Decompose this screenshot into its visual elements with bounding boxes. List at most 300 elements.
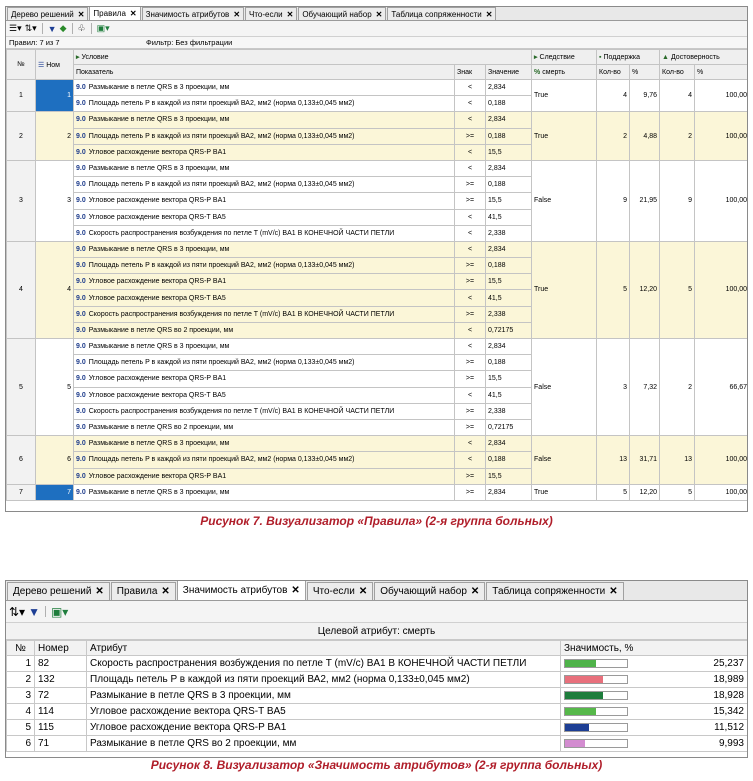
version-tag: 9.0 bbox=[76, 488, 86, 496]
tab-0[interactable] bbox=[7, 7, 88, 20]
rule-number[interactable]: 6 bbox=[36, 436, 74, 485]
condition-text: Площадь петель P в каждой из пяти проекций ВА2, мм2 (норма 0,133±0,045 мм2) bbox=[88, 132, 355, 140]
version-tag: 9.0 bbox=[76, 310, 86, 318]
tab-label: Значимость атрибутов bbox=[145, 9, 230, 19]
confidence-count: 2 bbox=[660, 339, 695, 436]
version-tag: 9.0 bbox=[76, 472, 86, 480]
significance-value: 9,993 bbox=[718, 738, 744, 749]
condition-cell bbox=[74, 274, 455, 290]
significance-value: 11,512 bbox=[714, 722, 744, 733]
condition-cell bbox=[74, 193, 455, 209]
condition-cell bbox=[74, 290, 455, 306]
confidence-pct: 100,00 bbox=[695, 484, 748, 500]
support-pct: 7,32 bbox=[630, 339, 660, 436]
condition-text: Площадь петель P в каждой из пяти проекций ВА2, мм2 (норма 0,133±0,045 мм2) bbox=[88, 100, 355, 108]
tab-label: Таблица сопряженности bbox=[391, 9, 482, 19]
toolbar bbox=[6, 601, 747, 623]
condition-text: Угловое расхождение вектора QRS-P BA1 bbox=[88, 197, 227, 205]
significance-bar-fill bbox=[565, 692, 603, 699]
table-row[interactable] bbox=[7, 241, 749, 257]
significance-window bbox=[5, 580, 748, 758]
significance-bar bbox=[564, 675, 628, 684]
condition-sign: >= bbox=[455, 419, 486, 435]
condition-text: Угловое расхождение вектора QRS-P BA1 bbox=[88, 278, 227, 286]
condition-sign: >= bbox=[455, 258, 486, 274]
table-row[interactable] bbox=[7, 704, 748, 720]
condition-sign: >= bbox=[455, 468, 486, 484]
table-row[interactable] bbox=[7, 112, 749, 128]
condition-cell bbox=[74, 112, 455, 128]
support-pct: 21,95 bbox=[630, 160, 660, 241]
tab-1[interactable] bbox=[89, 6, 140, 20]
table-row[interactable] bbox=[7, 80, 749, 96]
condition-sign: >= bbox=[455, 193, 486, 209]
condition-cell bbox=[74, 225, 455, 241]
condition-value: 0,72175 bbox=[486, 322, 532, 338]
close-icon[interactable]: ✕ bbox=[358, 586, 368, 597]
rules-window bbox=[5, 6, 748, 512]
significance-body bbox=[7, 656, 748, 752]
death-icon: % bbox=[534, 68, 541, 76]
support-pct: 12,20 bbox=[630, 241, 660, 338]
condition-value: 0,188 bbox=[486, 355, 532, 371]
version-tag: 9.0 bbox=[76, 278, 86, 286]
attribute-number: 82 bbox=[35, 656, 87, 672]
significance-table bbox=[6, 640, 748, 752]
table-row[interactable] bbox=[7, 484, 749, 500]
condition-cell bbox=[74, 436, 455, 452]
export-icon[interactable]: ▣▾ bbox=[50, 604, 69, 619]
figure-caption-8: Рисунок 8. Визуализатор «Значимость атрибутов» (2-я группа больных) bbox=[150, 758, 603, 772]
col-sign[interactable]: Знак bbox=[455, 65, 486, 80]
significance-cell bbox=[561, 656, 748, 672]
col-support-pct[interactable]: % bbox=[630, 65, 660, 80]
significance-cell bbox=[561, 736, 748, 752]
condition-cell bbox=[74, 80, 455, 96]
rule-result: False bbox=[532, 436, 597, 485]
condition-sign: < bbox=[455, 322, 486, 338]
condition-value: 15,5 bbox=[486, 274, 532, 290]
condition-cell bbox=[74, 339, 455, 355]
tab-label: Правила bbox=[93, 9, 126, 18]
col-support-label: Поддержка bbox=[603, 53, 641, 61]
table-row[interactable] bbox=[7, 720, 748, 736]
tab-label: Правила bbox=[116, 586, 158, 597]
tab-bar bbox=[6, 581, 747, 601]
confidence-pct: 100,00 bbox=[695, 160, 748, 241]
row-index: 1 bbox=[7, 656, 35, 672]
support-count: 9 bbox=[597, 160, 630, 241]
version-tag: 9.0 bbox=[76, 262, 86, 270]
significance-cell bbox=[561, 688, 748, 704]
tab-3[interactable] bbox=[245, 7, 297, 20]
version-tag: 9.0 bbox=[76, 440, 86, 448]
tab-5[interactable] bbox=[486, 582, 623, 600]
close-icon[interactable]: ✕ bbox=[95, 586, 104, 597]
col-no-sort-label: Ном bbox=[46, 61, 60, 69]
close-icon[interactable]: ✕ bbox=[233, 9, 241, 19]
rule-result: False bbox=[532, 160, 597, 241]
condition-cell bbox=[74, 241, 455, 257]
col-value[interactable]: Значение bbox=[486, 65, 532, 80]
confidence-count: 4 bbox=[660, 80, 695, 112]
col-indicator[interactable]: Показатель bbox=[74, 65, 455, 80]
condition-sign: >= bbox=[455, 355, 486, 371]
version-tag: 9.0 bbox=[76, 165, 86, 173]
condition-text: Размыкание в петле QRS в 3 проекции, мм bbox=[88, 440, 230, 448]
rule-index: 5 bbox=[7, 339, 36, 436]
condition-cell bbox=[74, 209, 455, 225]
close-icon[interactable]: ✕ bbox=[129, 9, 137, 18]
support-pct: 9,76 bbox=[630, 80, 660, 112]
close-icon[interactable]: ✕ bbox=[485, 9, 493, 19]
version-tag: 9.0 bbox=[76, 326, 86, 334]
condition-cell bbox=[74, 258, 455, 274]
sort-icon[interactable]: ⇅▾ bbox=[24, 23, 37, 33]
support-pct: 4,88 bbox=[630, 112, 660, 161]
col-consequence[interactable] bbox=[532, 50, 597, 65]
rule-result: True bbox=[532, 484, 597, 500]
list-icon: ☰ bbox=[38, 61, 45, 69]
version-tag: 9.0 bbox=[76, 245, 86, 253]
attribute-number: 114 bbox=[35, 704, 87, 720]
tab-label: Обучающий набор bbox=[302, 9, 372, 19]
confidence-pct: 100,00 bbox=[695, 436, 748, 485]
condition-text: Скорость распространения возбуждения по петле T (mV/c) BA1 В КОНЕЧНОЙ ЧАСТИ ПЕТЛИ bbox=[88, 310, 395, 318]
attribute-number: 115 bbox=[35, 720, 87, 736]
export-icon[interactable]: ▣▾ bbox=[96, 23, 110, 33]
list-icon[interactable]: ☰▾ bbox=[9, 23, 22, 33]
significance-bar bbox=[564, 739, 628, 748]
row-index: 4 bbox=[7, 704, 35, 720]
condition-cell bbox=[74, 484, 455, 500]
significance-bar bbox=[564, 707, 628, 716]
col-confidence-count[interactable]: Кол-во bbox=[660, 65, 695, 80]
support-count: 5 bbox=[597, 241, 630, 338]
condition-sign: < bbox=[455, 436, 486, 452]
col-no[interactable]: № bbox=[7, 641, 35, 656]
toolbar-separator bbox=[72, 23, 73, 34]
attribute-name: Скорость распространения возбуждения по петле T (mV/c) BA1 В КОНЕЧНОЙ ЧАСТИ ПЕТЛИ bbox=[87, 656, 561, 672]
condition-value: 2,338 bbox=[486, 403, 532, 419]
rule-number[interactable]: 5 bbox=[36, 339, 74, 436]
col-attribute[interactable]: Атрибут bbox=[87, 641, 561, 656]
settings-icon[interactable]: ♧ bbox=[77, 23, 86, 33]
version-tag: 9.0 bbox=[76, 391, 86, 399]
col-no[interactable]: № bbox=[7, 50, 36, 80]
col-support-count[interactable]: Кол-во bbox=[597, 65, 630, 80]
tab-2[interactable] bbox=[177, 580, 306, 600]
col-consequence-label: Следствие bbox=[539, 54, 575, 61]
condition-text: Угловое расхождение вектора QRS-P BA1 bbox=[88, 148, 227, 156]
tab-label: Обучающий набор bbox=[380, 586, 467, 597]
rule-number[interactable]: 2 bbox=[36, 112, 74, 161]
version-tag: 9.0 bbox=[76, 181, 86, 189]
condition-cell bbox=[74, 371, 455, 387]
version-tag: 9.0 bbox=[76, 294, 86, 302]
rule-result: False bbox=[532, 339, 597, 436]
rule-index: 1 bbox=[7, 80, 36, 112]
row-index: 6 bbox=[7, 736, 35, 752]
condition-sign: < bbox=[455, 241, 486, 257]
col-death[interactable] bbox=[532, 65, 597, 80]
row-index: 3 bbox=[7, 688, 35, 704]
rules-count: Правил: 7 из 7 bbox=[9, 38, 60, 47]
condition-cell bbox=[74, 322, 455, 338]
condition-sign: < bbox=[455, 96, 486, 112]
col-no-sort[interactable] bbox=[36, 50, 74, 80]
condition-value: 0,188 bbox=[486, 452, 532, 468]
condition-sign: < bbox=[455, 80, 486, 96]
attribute-name: Площадь петель P в каждой из пяти проекций ВА2, мм2 (норма 0,133±0,045 мм2) bbox=[87, 672, 561, 688]
col-confidence-label: Достоверность bbox=[670, 53, 720, 61]
condition-cell bbox=[74, 96, 455, 112]
condition-sign: < bbox=[455, 339, 486, 355]
condition-text: Размыкание в петле QRS в 3 проекции, мм bbox=[88, 84, 230, 92]
condition-text: Угловое расхождение вектора QRS-T BA5 bbox=[88, 391, 226, 399]
condition-value: 2,834 bbox=[486, 484, 532, 500]
version-tag: 9.0 bbox=[76, 456, 86, 464]
tab-0[interactable] bbox=[7, 582, 110, 600]
toolbar-separator bbox=[42, 23, 43, 34]
row-index: 2 bbox=[7, 672, 35, 688]
rule-icon[interactable]: ◆ bbox=[59, 23, 67, 33]
rule-result: True bbox=[532, 80, 597, 112]
condition-value: 0,188 bbox=[486, 258, 532, 274]
close-icon[interactable]: ✕ bbox=[161, 586, 170, 597]
confidence-count: 5 bbox=[660, 484, 695, 500]
confidence-count: 2 bbox=[660, 112, 695, 161]
table-row[interactable] bbox=[7, 688, 748, 704]
support-count: 5 bbox=[597, 484, 630, 500]
close-icon[interactable]: ✕ bbox=[609, 586, 618, 597]
condition-sign: >= bbox=[455, 128, 486, 144]
table-row[interactable] bbox=[7, 736, 748, 752]
condition-sign: >= bbox=[455, 177, 486, 193]
status-bar bbox=[6, 37, 747, 49]
condition-sign: < bbox=[455, 112, 486, 128]
condition-sign: < bbox=[455, 452, 486, 468]
table-row[interactable] bbox=[7, 672, 748, 688]
sort-icon[interactable]: ⇅▾ bbox=[9, 604, 26, 619]
significance-value: 18,928 bbox=[713, 690, 744, 701]
row-index: 5 bbox=[7, 720, 35, 736]
rules-body bbox=[7, 80, 749, 501]
condition-cell bbox=[74, 177, 455, 193]
tab-bar bbox=[6, 7, 747, 21]
toolbar bbox=[6, 21, 747, 37]
table-row[interactable] bbox=[7, 656, 748, 672]
version-tag: 9.0 bbox=[76, 229, 86, 237]
condition-value: 2,834 bbox=[486, 80, 532, 96]
tab-label: Что-если bbox=[249, 9, 283, 19]
condition-value: 2,834 bbox=[486, 436, 532, 452]
significance-bar bbox=[564, 723, 628, 732]
significance-cell bbox=[561, 704, 748, 720]
rule-number[interactable]: 1 bbox=[36, 80, 74, 112]
support-count: 2 bbox=[597, 112, 630, 161]
col-number[interactable]: Номер bbox=[35, 641, 87, 656]
condition-text: Площадь петель P в каждой из пяти проекций ВА2, мм2 (норма 0,133±0,045 мм2) bbox=[88, 181, 355, 189]
tab-2[interactable] bbox=[142, 7, 244, 20]
tab-5[interactable] bbox=[387, 7, 496, 20]
rule-index: 7 bbox=[7, 484, 36, 500]
confidence-count: 13 bbox=[660, 436, 695, 485]
filter-status: Фильтр: Без фильтрации bbox=[146, 38, 233, 47]
version-tag: 9.0 bbox=[76, 424, 86, 432]
condition-sign: < bbox=[455, 387, 486, 403]
rule-index: 4 bbox=[7, 241, 36, 338]
close-icon[interactable]: ✕ bbox=[286, 9, 294, 19]
condition-sign: >= bbox=[455, 403, 486, 419]
version-tag: 9.0 bbox=[76, 213, 86, 221]
rule-index: 3 bbox=[7, 160, 36, 241]
version-tag: 9.0 bbox=[76, 343, 86, 351]
support-pct: 31,71 bbox=[630, 436, 660, 485]
close-icon[interactable]: ✕ bbox=[77, 9, 85, 19]
condition-text: Скорость распространения возбуждения по петле T (mV/c) BA1 В КОНЕЧНОЙ ЧАСТИ ПЕТЛИ bbox=[88, 407, 395, 415]
condition-sign: < bbox=[455, 160, 486, 176]
support-count: 3 bbox=[597, 339, 630, 436]
attribute-name: Угловое расхождение вектора QRS-T BA5 bbox=[87, 704, 561, 720]
condition-icon: ▸ bbox=[76, 54, 80, 61]
condition-cell bbox=[74, 144, 455, 160]
condition-value: 0,188 bbox=[486, 177, 532, 193]
table-row[interactable] bbox=[7, 160, 749, 176]
condition-sign: < bbox=[455, 209, 486, 225]
support-icon: ▪ bbox=[599, 53, 602, 61]
rule-number[interactable]: 3 bbox=[36, 160, 74, 241]
condition-text: Размыкание в петле QRS в 3 проекции, мм bbox=[88, 488, 230, 496]
confidence-icon: ▲ bbox=[662, 53, 669, 61]
toolbar-separator bbox=[91, 23, 92, 34]
condition-cell bbox=[74, 128, 455, 144]
tab-1[interactable] bbox=[111, 582, 176, 600]
condition-value: 41,5 bbox=[486, 387, 532, 403]
tab-label: Что-если bbox=[312, 586, 355, 597]
attribute-name: Угловое расхождение вектора QRS-P BA1 bbox=[87, 720, 561, 736]
confidence-pct: 100,00 bbox=[695, 241, 748, 338]
support-pct: 12,20 bbox=[630, 484, 660, 500]
tab-3[interactable] bbox=[307, 582, 373, 600]
attribute-number: 132 bbox=[35, 672, 87, 688]
significance-value: 15,342 bbox=[713, 706, 744, 717]
consequence-icon: ▸ bbox=[534, 54, 538, 61]
condition-value: 2,834 bbox=[486, 160, 532, 176]
condition-value: 41,5 bbox=[486, 290, 532, 306]
condition-sign: >= bbox=[455, 484, 486, 500]
significance-cell bbox=[561, 672, 748, 688]
condition-value: 2,338 bbox=[486, 306, 532, 322]
condition-sign: < bbox=[455, 290, 486, 306]
condition-cell bbox=[74, 355, 455, 371]
col-support[interactable] bbox=[597, 50, 660, 65]
condition-value: 2,834 bbox=[486, 241, 532, 257]
condition-cell bbox=[74, 387, 455, 403]
condition-value: 0,188 bbox=[486, 96, 532, 112]
condition-text: Угловое расхождение вектора QRS-T BA5 bbox=[88, 294, 226, 302]
target-attribute: Целевой атрибут: смерть bbox=[6, 623, 747, 640]
col-significance[interactable]: Значимость, % bbox=[561, 641, 748, 656]
rule-result: True bbox=[532, 241, 597, 338]
rule-number[interactable]: 4 bbox=[36, 241, 74, 338]
condition-sign: >= bbox=[455, 274, 486, 290]
tab-4[interactable] bbox=[298, 7, 386, 20]
tab-4[interactable] bbox=[374, 582, 485, 600]
tab-label: Дерево решений bbox=[13, 586, 92, 597]
condition-text: Угловое расхождение вектора QRS-P BA1 bbox=[88, 472, 227, 480]
condition-value: 15,5 bbox=[486, 371, 532, 387]
significance-bar-fill bbox=[565, 660, 596, 667]
significance-value: 18,989 bbox=[713, 674, 744, 685]
rule-index: 2 bbox=[7, 112, 36, 161]
condition-value: 15,5 bbox=[486, 468, 532, 484]
version-tag: 9.0 bbox=[76, 84, 86, 92]
condition-cell bbox=[74, 419, 455, 435]
condition-text: Площадь петель P в каждой из пяти проекций ВА2, мм2 (норма 0,133±0,045 мм2) bbox=[88, 262, 355, 270]
significance-cell bbox=[561, 720, 748, 736]
filter-icon[interactable]: ▼ bbox=[47, 23, 57, 34]
significance-bar bbox=[564, 691, 628, 700]
condition-cell bbox=[74, 160, 455, 176]
close-icon[interactable]: ✕ bbox=[375, 9, 383, 19]
rule-number[interactable]: 7 bbox=[36, 484, 74, 500]
significance-bar bbox=[564, 659, 628, 668]
tab-label: Дерево решений bbox=[11, 9, 74, 19]
tab-label: Таблица сопряженности bbox=[492, 586, 606, 597]
condition-value: 41,5 bbox=[486, 209, 532, 225]
attribute-name: Размыкание в петле QRS во 2 проекции, мм bbox=[87, 736, 561, 752]
condition-text: Угловое расхождение вектора QRS-P BA1 bbox=[88, 375, 227, 383]
col-condition-label: Условие bbox=[81, 54, 109, 61]
table-row[interactable] bbox=[7, 436, 749, 452]
version-tag: 9.0 bbox=[76, 359, 86, 367]
condition-text: Угловое расхождение вектора QRS-T BA5 bbox=[88, 213, 226, 221]
attribute-number: 72 bbox=[35, 688, 87, 704]
rule-result: True bbox=[532, 112, 597, 161]
condition-cell bbox=[74, 403, 455, 419]
version-tag: 9.0 bbox=[76, 148, 86, 156]
condition-value: 2,834 bbox=[486, 339, 532, 355]
filter-icon[interactable]: ▼ bbox=[28, 604, 40, 619]
tab-label: Значимость атрибутов bbox=[182, 585, 288, 596]
col-confidence[interactable] bbox=[660, 50, 748, 65]
close-icon[interactable]: ✕ bbox=[470, 586, 480, 597]
col-confidence-pct[interactable]: % bbox=[695, 65, 748, 80]
close-icon[interactable]: ✕ bbox=[291, 585, 300, 596]
condition-sign: >= bbox=[455, 306, 486, 322]
version-tag: 9.0 bbox=[76, 197, 86, 205]
support-count: 4 bbox=[597, 80, 630, 112]
col-condition[interactable] bbox=[74, 50, 532, 65]
condition-sign: < bbox=[455, 144, 486, 160]
version-tag: 9.0 bbox=[76, 407, 86, 415]
condition-text: Размыкание в петле QRS в 3 проекции, мм bbox=[88, 245, 230, 253]
significance-value: 25,237 bbox=[713, 658, 744, 669]
condition-text: Размыкание в петле QRS в 3 проекции, мм bbox=[88, 116, 230, 124]
support-count: 13 bbox=[597, 436, 630, 485]
table-row[interactable] bbox=[7, 339, 749, 355]
confidence-count: 5 bbox=[660, 241, 695, 338]
condition-value: 15,5 bbox=[486, 144, 532, 160]
condition-sign: >= bbox=[455, 371, 486, 387]
version-tag: 9.0 bbox=[76, 100, 86, 108]
confidence-count: 9 bbox=[660, 160, 695, 241]
condition-value: 2,834 bbox=[486, 112, 532, 128]
version-tag: 9.0 bbox=[76, 116, 86, 124]
condition-value: 2,338 bbox=[486, 225, 532, 241]
condition-cell bbox=[74, 306, 455, 322]
